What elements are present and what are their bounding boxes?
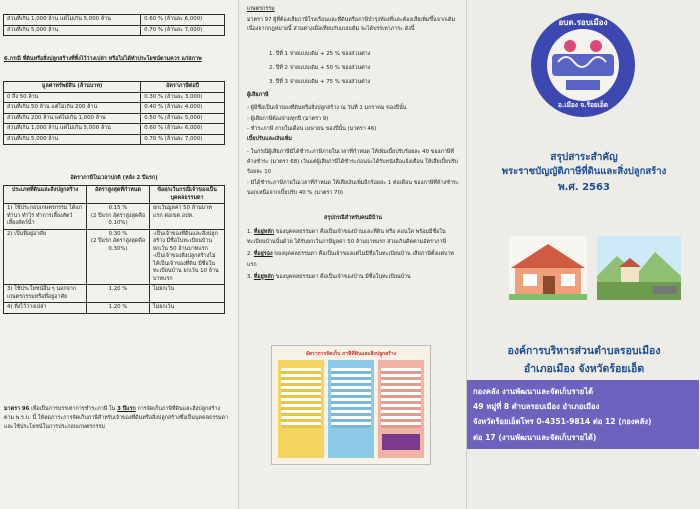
table-header-cell: ข้อยกเว้นกรณีเจ้าของเป็นบุคคลธรรมดา — [150, 186, 225, 204]
relief-year-item: 3. ปีที่ 3 จ่ายแบบเดิม + 75 % ของส่วนต่าง — [269, 79, 371, 85]
table-cell: -เป็นเจ้าของที่ดินและสิ่งปลูกสร้าง มีชื่อในทะเบียนบ้าน ยกเว้น 50 ล้านบาทแรก -เป็นเจ้าของสิ่งปลูกสร้างไม่ได้เป็นเจ้าของที่ดิน มีชื่อในทะเบียนบ้าน ยกเว้น 10 ล้านบาทแรก — [150, 229, 225, 285]
summary-heading: สรุปกรณีสำหรับคนมีบ้าน — [324, 215, 382, 221]
summary-keyword: ที่อยู่หลัก — [253, 229, 274, 235]
fine-item: - มิได้ชำระภาษีภายในเวลาที่กำหนด ให้เสียเงินเพิ่มอีกร้อยละ 1 ต่อเดือน ของภาษีที่ค้างชำระ นอกเหนือจากเบี้ยปรับ 40 % (มาตรา 70) — [247, 179, 459, 196]
table-cell: 0.30 % (ล้านละ 3,000) — [141, 92, 225, 103]
doc-title: สรุปสาระสำคัญ — [550, 152, 618, 163]
table-row — [4, 15, 225, 26]
table-row — [4, 303, 225, 314]
table-cell: ไม่ยกเว้น — [150, 303, 225, 314]
tax-rate-table-continued — [3, 14, 225, 36]
table-cell: ส่วนที่เกิน 5,000 ล้าน — [4, 134, 141, 145]
table-cell: 1.20 % — [87, 285, 150, 303]
table-header-cell: มูลค่าทรัพย์สิน (ล้านบาท) — [4, 82, 141, 93]
summary-keyword: ที่อยู่หลัก — [253, 273, 274, 280]
land-illustration — [597, 236, 681, 300]
summary-item — [247, 272, 459, 282]
seal-bottom-text: อ.เมือง จ.ร้อยเอ็ด — [557, 101, 609, 109]
table-cell: 0.70 % (ล้านละ 7,000) — [141, 25, 225, 36]
table-cell: ส่วนที่เกิน 50 ล้าน แต่ไม่เกิน 200 ล้าน — [4, 103, 141, 114]
vacant-land-rate-table — [3, 81, 225, 145]
summary-number: 1. — [247, 229, 254, 235]
summary-text: ของบุคคลธรรมดา คือเป็นเจ้าของบ้านและที่ดิน หรือ คอนโด พร้อมมีชื่อในทะเบียนบ้านนั้นด้วย ได้รับยกเว้นภาษีมูลค่า 50 ล้านบาทแรก ส่วนเกินคิดตามอัตราภาษี — [247, 229, 447, 246]
left-panel — [0, 0, 238, 509]
infographic-title: อัตราการจัดเก็บ ภาษีที่ดินและสิ่งปลูกสร้าง — [305, 351, 397, 357]
table-row — [4, 124, 225, 135]
table3-title: อัตราภาษีในเวลาปกติ (หลัง 2 ปีแรก) — [70, 175, 158, 181]
cover-panel — [466, 0, 700, 509]
table-cell: 0.70 % (ล้านละ 7,000) — [141, 134, 225, 145]
table-header-cell: ประเภทที่ดินและสิ่งปลูกสร้าง — [4, 186, 87, 204]
relief-year-item: 1. ปีที่ 1 จ่ายแบบเดิม + 25 % ของส่วนต่าง — [269, 51, 371, 57]
table-header-row — [4, 82, 225, 93]
fine-heading: เบี้ยปรับและเงินเพิ่ม — [247, 136, 292, 142]
table-cell: 0.60 % (ล้านละ 6,000) — [141, 15, 225, 26]
payer-list — [247, 103, 459, 135]
doc-year: พ.ศ. 2563 — [558, 182, 610, 193]
doc-subtitle: พระราชบัญญัติภาษีที่ดินและสิ่งปลูกสร้าง — [501, 166, 667, 177]
section97-text: มาตรา 97 ผู้ที่ต้องเสียภาษีโรงเรือนและที่ดินหรือภาษีบำรุงท้องที่และต้องเสียเพิ่มขึ้นจากเดิม เนื่องจากกฎหมายนี้ ส่วนต่างเมื่อเทียบกับแบบเดิม จะได้บรรเทาภาระ ดังนี้ — [247, 17, 456, 32]
contact-line: กองคลัง งานพัฒนาและจัดเก็บรายได้ — [473, 387, 593, 396]
summary-number: 2. — [247, 251, 254, 258]
contact-lines — [473, 384, 693, 445]
table-cell: 2) เป็นที่อยู่อาศัย — [4, 229, 87, 285]
table-cell: 1.20 % — [87, 303, 150, 314]
table-cell: 0.40 % (ล้านละ 4,000) — [141, 103, 225, 114]
table-cell: 0 ถึง 50 ล้าน — [4, 92, 141, 103]
table-cell: 0.50 % (ล้านละ 5,000) — [141, 113, 225, 124]
contact-line: ต่อ 17 (งานพัฒนาและจัดเก็บรายได้) — [473, 432, 597, 442]
table-row — [4, 229, 225, 285]
table-row — [4, 103, 225, 114]
relief-year-item: 2. ปีที่ 2 จ่ายแบบเดิม + 50 % ของส่วนต่าง — [269, 65, 371, 71]
fine-item: - ในกรณีผู้เสียภาษีมิได้ชำระภาษีภายในเวลาที่กำหนด ให้เพิ่มเบี้ยปรับร้อยละ 40 ของภาษีที่ค้างชำระ (มาตรา 68) เว้นแต่ผู้เสียภาษีได้ชำระก่อนจะได้รับหนังสือแจ้งเตือน ให้เสียเบี้ยปรับร้อยละ 10 — [247, 149, 458, 176]
summary-item — [247, 227, 459, 247]
table-cell: 1) ใช้ประกอบเกษตรกรรม ได้แก่ ทำนา ทำไร่ ทำการเลี้ยงสัตว์ เลี้ยงสัตว์น้ำ — [4, 204, 87, 230]
agri-heading: เกษตรกรรม — [247, 6, 275, 12]
payer-heading: ผู้เสียภาษี — [247, 92, 269, 98]
payer-item: - ผู้เสียภาษีต้องจ่ายทุกปี (มาตรา 9) — [247, 115, 329, 122]
table-header-row — [4, 186, 225, 204]
contact-line: จังหวัดร้อยเอ็ดโทร 0-4351-9814 ต่อ 12 (กองคลัง) — [473, 417, 652, 427]
normal-rate-table — [3, 185, 225, 314]
table-row — [4, 92, 225, 103]
payer-item: - ผู้มีชื่อเป็นเจ้าของที่ดินหรือสิ่งปลูกสร้าง ณ วันที่ 1 มกราคม ของปีนั้น — [247, 105, 407, 111]
house-illustration — [509, 236, 587, 300]
table-header-cell: อัตราภาษีต่อปี — [141, 82, 225, 93]
table-row — [4, 285, 225, 303]
org-district: อำเภอเมือง จังหวัดร้อยเอ็ด — [523, 363, 645, 375]
table-cell: ส่วนที่เกิน 5,000 ล้าน — [4, 25, 141, 36]
middle-panel — [238, 0, 467, 509]
table-cell: 3) ใช้ประโยชน์อื่น ๆ นอกจากเกษตรกรรมหรือที่อยู่อาศัย — [4, 285, 87, 303]
infographic-body — [278, 360, 424, 458]
org-name: องค์การบริหารส่วนตำบลรอบเมือง — [507, 345, 661, 357]
summary-list — [247, 227, 459, 284]
table-row — [4, 113, 225, 124]
table-row — [4, 25, 225, 36]
table-cell: ยกเว้นมูลค่า 50 ล้านบาทแรก ต่อเขต อปท. — [150, 204, 225, 230]
summary-text: ของบุคคลธรรมดา คือเป็นเจ้าของบ้าน มีชื่อในทะเบียนบ้าน — [273, 273, 411, 280]
payer-item: - ชำระภาษี ภายในเดือน เมษายน ของปีนั้น (มาตรา 46) — [247, 126, 377, 132]
relief-years-list — [269, 47, 459, 89]
table-row — [4, 204, 225, 230]
table-cell: ส่วนที่เกิน 200 ล้าน แต่ไม่เกิน 1,000 ล้าน — [4, 113, 141, 124]
contact-banner — [467, 380, 699, 449]
table-cell: ไม่ยกเว้น — [150, 285, 225, 303]
table-row — [4, 134, 225, 145]
fine-list — [247, 147, 459, 198]
table-cell: ส่วนที่เกิน 1,000 ล้าน แต่ไม่เกิน 5,000 ล้าน — [4, 15, 141, 26]
seal-top-text: อบต.รอบเมือง — [558, 18, 608, 27]
table-cell: 4) ทิ้งไว้ว่างเปล่า — [4, 303, 87, 314]
case6-heading: 6.กรณี ที่ดินหรือสิ่งปลูกสร้างที่ทิ้งไว้ว่างเปล่า หรือไม่ได้ทำประโยชน์ตามควร แก่สภาพ — [4, 56, 202, 62]
summary-keyword: ที่อยู่รอง — [253, 251, 273, 258]
summary-item — [247, 249, 459, 269]
summary-number: 3. — [247, 273, 254, 280]
table-cell: 0.15 % (2 ปีแรก อัตราสูงสุดคือ 0.10%) — [87, 204, 150, 230]
summary-text: ของบุคคลธรรมดา คือเป็นเจ้าของแต่ไม่มีชื่อในทะเบียนบ้าน เสียภาษีตั้งแต่บาทแรก — [247, 251, 454, 268]
table-cell: 0.30 % (2 ปีแรก อัตราสูงสุดคือ 0.30%) — [87, 229, 150, 285]
tax-rate-infographic — [271, 345, 431, 465]
table-header-cell: อัตราสูงสุดที่กำหนด — [87, 186, 150, 204]
table-cell: ส่วนที่เกิน 1,000 ล้าน แต่ไม่เกิน 5,000 ล้าน — [4, 124, 141, 135]
contact-line: 49 หมู่ที่ 8 ตำบลรอบเมือง อำเภอเมือง — [473, 402, 600, 412]
section96-text: มาตรา 96 เพื่อเป็นการบรรเทาการชำระภาษี ใน 3 ปีแรก การจัดเก็บภาษีที่ดินและสิ่งปลูกสร้างตาม พ.ร.บ. นี้ ให้ลดภาระการจัดเก็บภาษีสำหรับเจ้าของที่ดินหรือสิ่งปลูกสร้างซึ่งเป็นบุคคลธรรมดา และใช้ประโยชน์ในการประกอบเกษตรกรรม — [4, 406, 229, 430]
table-cell: 0.60 % (ล้านละ 6,000) — [141, 124, 225, 135]
